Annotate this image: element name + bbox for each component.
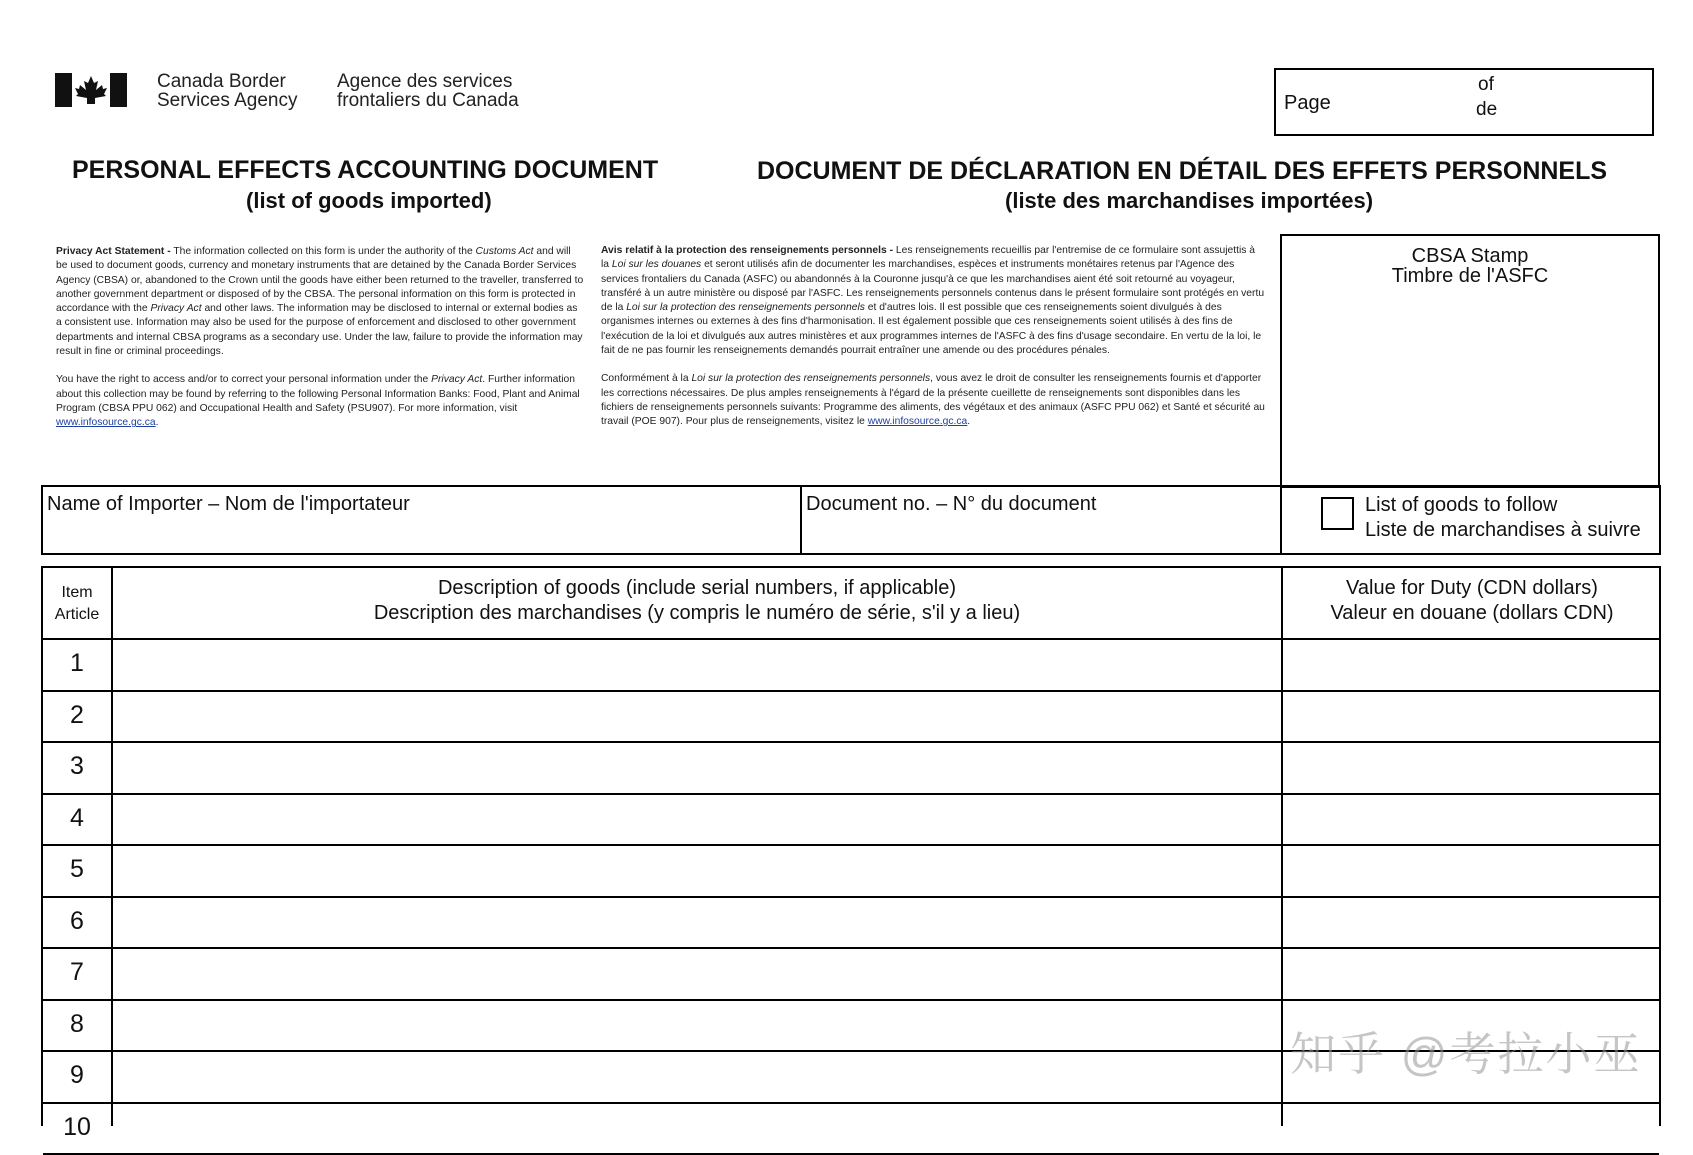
importer-row xyxy=(41,485,1661,555)
importer-divider xyxy=(800,487,802,553)
table-row-description-cell[interactable] xyxy=(113,846,1281,896)
table-row-value-cell[interactable] xyxy=(1283,640,1661,690)
cbsa-stamp-box xyxy=(1280,234,1660,488)
table-row-description-cell[interactable] xyxy=(113,640,1281,690)
table-row-description-cell[interactable] xyxy=(113,795,1281,845)
table-row-value-cell[interactable] xyxy=(1283,846,1661,896)
table-row-value-cell[interactable] xyxy=(1283,795,1661,845)
item-column-header: Item Article xyxy=(54,584,100,623)
stamp-label-fr: Timbre de l'ASFC xyxy=(1391,265,1549,287)
table-row-number: 4 xyxy=(70,803,84,832)
agency-name-en: Canada Border Services Agency xyxy=(157,71,298,111)
privacy-statement-fr: Avis relatif à la protection des renseignements personnels - Les renseignements recueillis par l'entremise de ce formulaire sont assujettis à la Loi sur les douanes et seront utilisés afin de documenter les marchandises, espèces et instruments monétaires retenus par l'Agence des services frontaliers du Canada (ASFC) ou abandonnés à la Couronne jusqu'à ce que les marchandises aient été soit retourné au voyageur, transféré à un autre ministère ou disposé par l'ASFC. Les renseignements personnels contenus dans le présent formulaire sont protégés en vertu de la Loi sur la protection des renseignements personnels et d'autres lois. Il est possible que ces renseignements soient divulgués à des organismes internes ou externes à des fins d'harmonisation. Il est également possible que ces renseignements soient utilisés à des fins de l'exécution de la loi et divulgués aux autres ministères et aux programmes internes de l'ASFC à des fins d'usage secondaire. En vertu de la loi, le fait de ne pas fournir les renseignements demandés pourrait entraîner une amende ou des procédures pénales. Conformément à la Loi sur la protection des renseignements personnels, vous avez le droit de consulter les renseignements fournis et d'apporter les corrections nécessaires. De plus amples renseignements à l'égard de la présente cueillette de renseignements sont disponibles dans les fichiers de renseignements personnels suivants: Programme des aliments, des végétaux et des animaux (ASFC PPU 062) et Santé et sécurité au travail (POE 907). Pour plus de renseignements, visitez le www.infosource.gc.ca. xyxy=(601,245,1265,428)
value-column-header: Value for Duty (CDN dollars) Valeur en douane (dollars CDN) xyxy=(1330,577,1614,624)
document-subtitle-fr: (liste des marchandises importées) xyxy=(1005,188,1374,213)
table-row-value-cell[interactable] xyxy=(1283,898,1661,948)
document-number-label: Document no. – N° du document xyxy=(806,493,1097,515)
document-title-fr: DOCUMENT DE DÉCLARATION EN DÉTAIL DES EFFETS PERSONNELS xyxy=(757,157,1608,185)
table-row-value-cell[interactable] xyxy=(1283,692,1661,742)
page-number-box[interactable] xyxy=(1274,68,1654,136)
table-row-description-cell[interactable] xyxy=(113,1001,1281,1051)
table-row-number: 9 xyxy=(70,1061,84,1089)
canada-flag-icon xyxy=(55,73,127,107)
table-row-description-cell[interactable] xyxy=(113,1052,1281,1102)
agency-name-fr: Agence des services frontaliers du Canada xyxy=(337,71,519,111)
list-to-follow-checkbox[interactable] xyxy=(1321,497,1354,530)
infosource-link-en[interactable]: www.infosource.gc.ca xyxy=(56,417,156,429)
privacy-statement-en: Privacy Act Statement - The information collected on this form is under the authority of the Customs Act and will be used to document goods, currency and monetary instruments that are detained by the Canada Border Services Agency (CBSA) or, abandoned to the Crown until the goods have either been returned to the traveller, transferred to another government department or disposed of by the CBSA. The personal information on this form is protected in accordance with the Privacy Act and other laws. The information may be disclosed to internal or external bodies as a consistent use. Information may also be used for the purpose of enforcement and disclosed to other government departments and internal CBSA programs as a secondary use. Under the law, failure to provide the information may result in fine or criminal proceedings. You have the right to access and/or to correct your personal information under the Privacy Act. Further information about this collection may be found by referring to the following Personal Information Banks: Food, Plant and Animal Program (CBSA PPU 062) and Occupational Health and Safety (PSU907). For more information, visit www.infosource.gc.ca. xyxy=(56,246,584,429)
table-row-value-cell[interactable] xyxy=(1283,1104,1661,1154)
importer-divider-2 xyxy=(1280,487,1282,553)
infosource-link-fr[interactable]: www.infosource.gc.ca xyxy=(867,416,968,428)
table-row-number: 8 xyxy=(70,1009,84,1038)
description-column-header: Description of goods (include serial numbers, if applicable) Description des marchandises (y compris le numéro de série, s'il y a lieu) xyxy=(373,577,1021,624)
table-row-value-cell[interactable] xyxy=(1283,949,1661,999)
table-row-description-cell[interactable] xyxy=(113,743,1281,793)
page-de-label: de xyxy=(1476,99,1498,120)
table-row-number: 10 xyxy=(63,1112,91,1141)
document-subtitle-en: (list of goods imported) xyxy=(246,188,492,213)
table-row-number: 1 xyxy=(70,649,84,677)
table-row-number: 6 xyxy=(70,906,84,935)
table-row-description-cell[interactable] xyxy=(113,898,1281,948)
importer-name-label: Name of Importer – Nom de l'importateur xyxy=(47,493,410,515)
table-row-description-cell[interactable] xyxy=(113,949,1281,999)
table-row-number: 2 xyxy=(70,700,84,729)
page-of-label: of xyxy=(1478,74,1494,95)
table-row-description-cell[interactable] xyxy=(113,1104,1281,1154)
document-title-en: PERSONAL EFFECTS ACCOUNTING DOCUMENT xyxy=(72,156,659,184)
table-row-number: 5 xyxy=(70,855,84,883)
table-row-number: 3 xyxy=(70,752,84,780)
table-row-value-cell[interactable] xyxy=(1283,743,1661,793)
table-row-description-cell[interactable] xyxy=(113,692,1281,742)
page-label: Page xyxy=(1284,92,1331,114)
watermark: 知乎 @考拉小巫 xyxy=(1290,1028,1642,1080)
table-row-number: 7 xyxy=(70,958,84,986)
list-to-follow-label: List of goods to follow Liste de marchandises à suivre xyxy=(1365,494,1641,541)
stamp-label-en: CBSA Stamp xyxy=(1411,245,1529,267)
